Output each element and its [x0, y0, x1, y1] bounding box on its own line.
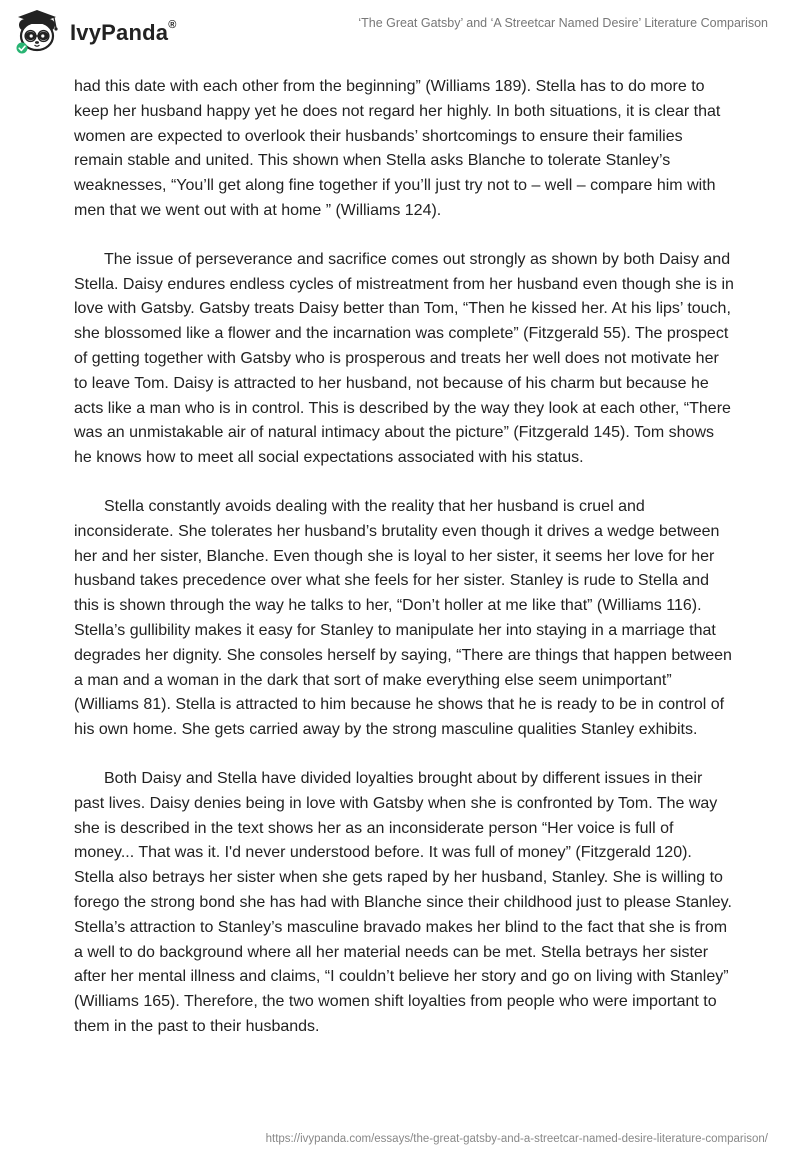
paragraph: Stella constantly avoids dealing with the reality that her husband is cruel and inconsiderate. She tolerates her husband’s brutality even though it drives a wedge between her and her sister, Blanche. Even though she is loyal to her sister, it seems her love for her husband takes precedence over what she feels for her sister. Stanley is rude to Stella and this is shown through the way he talks to her, “Don’t holler at me like that” (Williams 116). Stella’s gullibility makes it easy for Stanley to manipulate her into staying in a marriage that degrades her dignity. She consoles herself by saying, “There are things that happen between a man and a woman in the dark that sort of make everything else seem unimportant” (Williams 81). Stella is attracted to him because he shows that he is ready to be in control of his own home. She gets carried away by the strong masculine qualities Stanley exhibits. — [74, 497, 732, 739]
essay-body — [74, 75, 734, 1064]
paragraph-continuation: had this date with each other from the beginning” (Williams 189). Stella has to do more to keep her husband happy yet he does not regard her highly. In both situations, it is clear that women are expected to overlook their husbands’ shortcomings to ensure their families remain stable and united. This shown when Stella asks Blanche to tolerate Stanley’s weaknesses, “You’ll get along fine together if you’ll just try not to – well – compare him with men that we went out with at home ” (Williams 124). — [74, 78, 721, 219]
brand-name — [70, 20, 177, 46]
document-title: ‘The Great Gatsby’ and ‘A Streetcar Named Desire’ Literature Comparison — [358, 16, 768, 30]
registered-mark: ® — [168, 18, 177, 31]
source-url[interactable]: https://ivypanda.com/essays/the-great-gatsby-and-a-streetcar-named-desire-literature-comparison/ — [265, 1133, 768, 1145]
panda-graduate-icon — [14, 8, 64, 56]
paragraph: Both Daisy and Stella have divided loyalties brought about by different issues in their past lives. Daisy denies being in love with Gatsby when she is confronted by Tom. The way she is described in the text shows her as an inconsiderate person “Her voice is full of money... That was it. I'd never understood before. It was full of money” (Fitzgerald 120). Stella also betrays her sister when she gets raped by her husband, Stanley. She is willing to forego the strong bond she has had with Blanche since their childhood just to please Stanley. Stella’s attraction to Stanley’s masculine bravado makes her blind to the fact that she is from a well to do background where all her material needs can be met. Stella betrays her sister after her mental illness and claims, “I couldn’t believe her story and go on living with Stanley” (Williams 165). Therefore, the two women shift loyalties from people who were important to them in the past to their husbands. — [74, 769, 732, 1035]
page-header — [0, 0, 800, 62]
brand-logo[interactable] — [14, 8, 177, 56]
brand-name-text: IvyPanda — [70, 20, 169, 45]
paragraph: The issue of perseverance and sacrifice comes out strongly as shown by both Daisy and Stella. Daisy endures endless cycles of mistreatment from her husband even though she is in love with Gatsby. Gatsby treats Daisy better than Tom, “Then he kissed her. At his lips’ touch, she blossomed like a flower and the incarnation was complete” (Fitzgerald 55). The prospect of getting together with Gatsby who is prosperous and treats her well does not motivate her to leave Tom. Daisy is attracted to her husband, not because of his charm but because he acts like a man who is in control. This is described by the way they look at each other, “There was an unmistakable air of natural intimacy about the picture” (Fitzgerald 145). Tom shows he knows how to meet all social expectations associated with his status. — [74, 250, 734, 467]
